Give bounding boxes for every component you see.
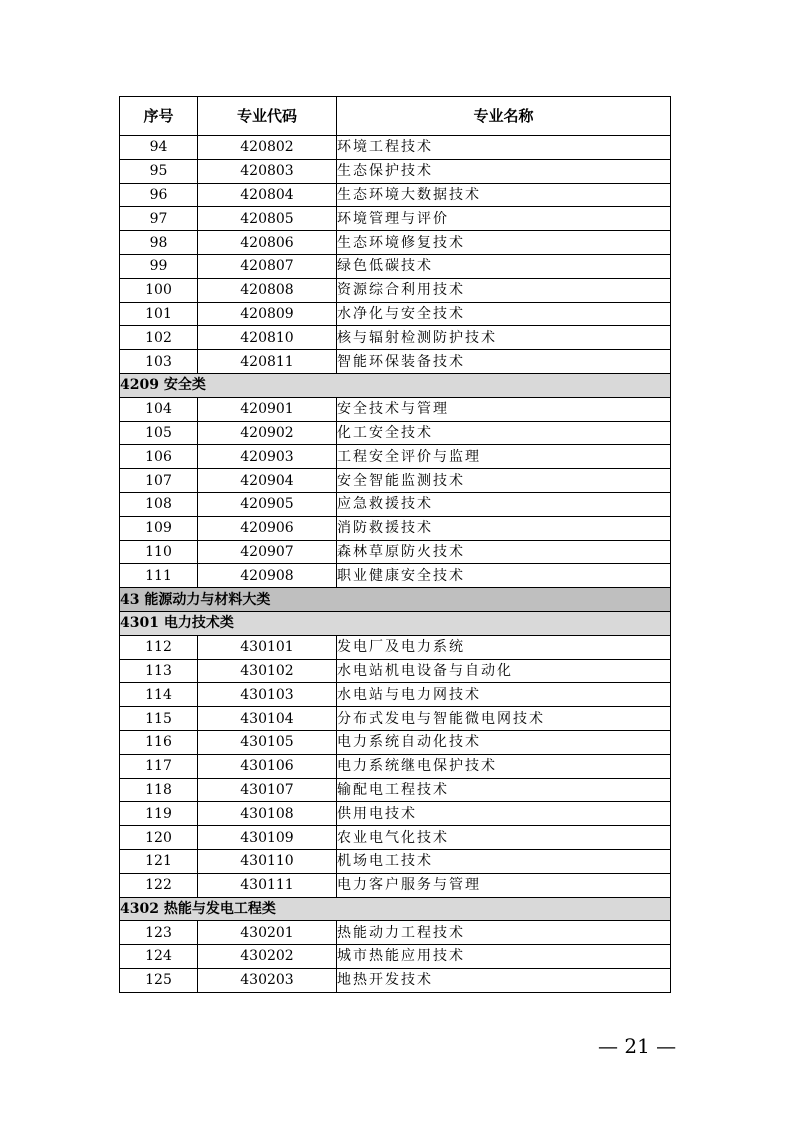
- table-row: [120, 635, 671, 659]
- major-name-cell: 发电厂及电力系统: [337, 635, 671, 659]
- major-name-cell: 水净化与安全技术: [337, 302, 671, 326]
- major-name-cell: 消防救援技术: [337, 516, 671, 540]
- table-row: [120, 397, 671, 421]
- serial-number-cell: 97: [120, 207, 198, 231]
- major-code-cell: 430104: [198, 707, 337, 731]
- table-row: [120, 516, 671, 540]
- serial-number-cell: 101: [120, 302, 198, 326]
- subcategory-row: [120, 611, 671, 635]
- major-code-cell: 430110: [198, 849, 337, 873]
- subcategory-label: 4209 安全类: [120, 373, 671, 397]
- serial-number-cell: 123: [120, 921, 198, 945]
- subcategory-row: [120, 373, 671, 397]
- major-code-cell: 420903: [198, 445, 337, 469]
- major-code-cell: 420904: [198, 469, 337, 493]
- table-row: [120, 231, 671, 255]
- major-name-cell: 生态保护技术: [337, 159, 671, 183]
- serial-number-cell: 103: [120, 350, 198, 374]
- major-name-cell: 热能动力工程技术: [337, 921, 671, 945]
- table-row: [120, 826, 671, 850]
- serial-number-cell: 118: [120, 778, 198, 802]
- major-name-cell: 职业健康安全技术: [337, 564, 671, 588]
- table-row: [120, 421, 671, 445]
- table-row: [120, 278, 671, 302]
- major-code-cell: 420805: [198, 207, 337, 231]
- category-row: [120, 588, 671, 612]
- table-row: [120, 849, 671, 873]
- category-label: 43 能源动力与材料大类: [120, 588, 671, 612]
- subcategory-label: 4301 电力技术类: [120, 611, 671, 635]
- major-code-cell: 420901: [198, 397, 337, 421]
- major-name-cell: 农业电气化技术: [337, 826, 671, 850]
- table-row: [120, 659, 671, 683]
- serial-number-cell: 112: [120, 635, 198, 659]
- table-row: [120, 802, 671, 826]
- table-row: [120, 302, 671, 326]
- serial-number-cell: 95: [120, 159, 198, 183]
- serial-number-cell: 124: [120, 945, 198, 969]
- major-code-cell: 420908: [198, 564, 337, 588]
- serial-number-cell: 115: [120, 707, 198, 731]
- major-code-cell: 430103: [198, 683, 337, 707]
- major-code-cell: 420905: [198, 492, 337, 516]
- serial-number-cell: 107: [120, 469, 198, 493]
- serial-number-cell: 100: [120, 278, 198, 302]
- major-name-cell: 分布式发电与智能微电网技术: [337, 707, 671, 731]
- major-code-cell: 430106: [198, 754, 337, 778]
- table-row: [120, 921, 671, 945]
- major-name-cell: 核与辐射检测防护技术: [337, 326, 671, 350]
- major-code-cell: 420807: [198, 254, 337, 278]
- table-row: [120, 183, 671, 207]
- major-code-cell: 430109: [198, 826, 337, 850]
- serial-number-cell: 109: [120, 516, 198, 540]
- major-code-cell: 420906: [198, 516, 337, 540]
- table-row: [120, 778, 671, 802]
- major-name-cell: 输配电工程技术: [337, 778, 671, 802]
- major-code-cell: 430102: [198, 659, 337, 683]
- major-code-cell: 420806: [198, 231, 337, 255]
- table-row: [120, 754, 671, 778]
- major-name-cell: 应急救援技术: [337, 492, 671, 516]
- table-row: [120, 350, 671, 374]
- table-row: [120, 707, 671, 731]
- serial-number-cell: 114: [120, 683, 198, 707]
- major-name-cell: 城市热能应用技术: [337, 945, 671, 969]
- table-row: [120, 683, 671, 707]
- major-name-cell: 供用电技术: [337, 802, 671, 826]
- major-name-cell: 环境管理与评价: [337, 207, 671, 231]
- serial-number-cell: 113: [120, 659, 198, 683]
- major-name-cell: 安全智能监测技术: [337, 469, 671, 493]
- major-name-cell: 电力客户服务与管理: [337, 873, 671, 897]
- major-code-cell: 420809: [198, 302, 337, 326]
- major-code-cell: 420803: [198, 159, 337, 183]
- major-name-cell: 生态环境大数据技术: [337, 183, 671, 207]
- table-row: [120, 540, 671, 564]
- header-major-code: 专业代码: [198, 97, 337, 136]
- major-code-cell: 420808: [198, 278, 337, 302]
- serial-number-cell: 122: [120, 873, 198, 897]
- table-row: [120, 873, 671, 897]
- serial-number-cell: 104: [120, 397, 198, 421]
- serial-number-cell: 108: [120, 492, 198, 516]
- table-row: [120, 945, 671, 969]
- table-row: [120, 730, 671, 754]
- table-row: [120, 254, 671, 278]
- major-code-cell: 430107: [198, 778, 337, 802]
- major-name-cell: 化工安全技术: [337, 421, 671, 445]
- major-name-cell: 资源综合利用技术: [337, 278, 671, 302]
- table-row: [120, 492, 671, 516]
- header-major-name: 专业名称: [337, 97, 671, 136]
- major-code-cell: 420902: [198, 421, 337, 445]
- serial-number-cell: 120: [120, 826, 198, 850]
- serial-number-cell: 98: [120, 231, 198, 255]
- major-name-cell: 电力系统自动化技术: [337, 730, 671, 754]
- subcategory-label: 4302 热能与发电工程类: [120, 897, 671, 921]
- table-row: [120, 469, 671, 493]
- major-code-cell: 430201: [198, 921, 337, 945]
- major-name-cell: 水电站与电力网技术: [337, 683, 671, 707]
- major-code-cell: 430203: [198, 968, 337, 992]
- major-name-cell: 地热开发技术: [337, 968, 671, 992]
- subcategory-row: [120, 897, 671, 921]
- serial-number-cell: 125: [120, 968, 198, 992]
- major-name-cell: 森林草原防火技术: [337, 540, 671, 564]
- major-code-cell: 430101: [198, 635, 337, 659]
- major-catalog-table: [119, 96, 671, 993]
- major-name-cell: 工程安全评价与监理: [337, 445, 671, 469]
- table-row: [120, 159, 671, 183]
- table-row: [120, 968, 671, 992]
- major-code-cell: 420802: [198, 136, 337, 160]
- serial-number-cell: 110: [120, 540, 198, 564]
- major-name-cell: 安全技术与管理: [337, 397, 671, 421]
- major-code-cell: 430202: [198, 945, 337, 969]
- serial-number-cell: 105: [120, 421, 198, 445]
- table-row: [120, 136, 671, 160]
- major-name-cell: 电力系统继电保护技术: [337, 754, 671, 778]
- header-serial-number: 序号: [120, 97, 198, 136]
- major-code-cell: 420907: [198, 540, 337, 564]
- serial-number-cell: 121: [120, 849, 198, 873]
- major-code-cell: 420804: [198, 183, 337, 207]
- major-name-cell: 机场电工技术: [337, 849, 671, 873]
- serial-number-cell: 96: [120, 183, 198, 207]
- serial-number-cell: 117: [120, 754, 198, 778]
- serial-number-cell: 94: [120, 136, 198, 160]
- major-name-cell: 水电站机电设备与自动化: [337, 659, 671, 683]
- table-row: [120, 564, 671, 588]
- major-name-cell: 智能环保装备技术: [337, 350, 671, 374]
- serial-number-cell: 99: [120, 254, 198, 278]
- major-name-cell: 生态环境修复技术: [337, 231, 671, 255]
- major-code-cell: 420810: [198, 326, 337, 350]
- serial-number-cell: 116: [120, 730, 198, 754]
- major-code-cell: 430108: [198, 802, 337, 826]
- major-code-cell: 420811: [198, 350, 337, 374]
- major-name-cell: 绿色低碳技术: [337, 254, 671, 278]
- serial-number-cell: 111: [120, 564, 198, 588]
- serial-number-cell: 102: [120, 326, 198, 350]
- page-number: — 21 —: [598, 1034, 677, 1058]
- serial-number-cell: 119: [120, 802, 198, 826]
- table-body: [120, 136, 671, 993]
- table-row: [120, 326, 671, 350]
- table-header-row: [120, 97, 671, 136]
- table-row: [120, 207, 671, 231]
- major-code-cell: 430111: [198, 873, 337, 897]
- table-row: [120, 445, 671, 469]
- major-name-cell: 环境工程技术: [337, 136, 671, 160]
- major-code-cell: 430105: [198, 730, 337, 754]
- serial-number-cell: 106: [120, 445, 198, 469]
